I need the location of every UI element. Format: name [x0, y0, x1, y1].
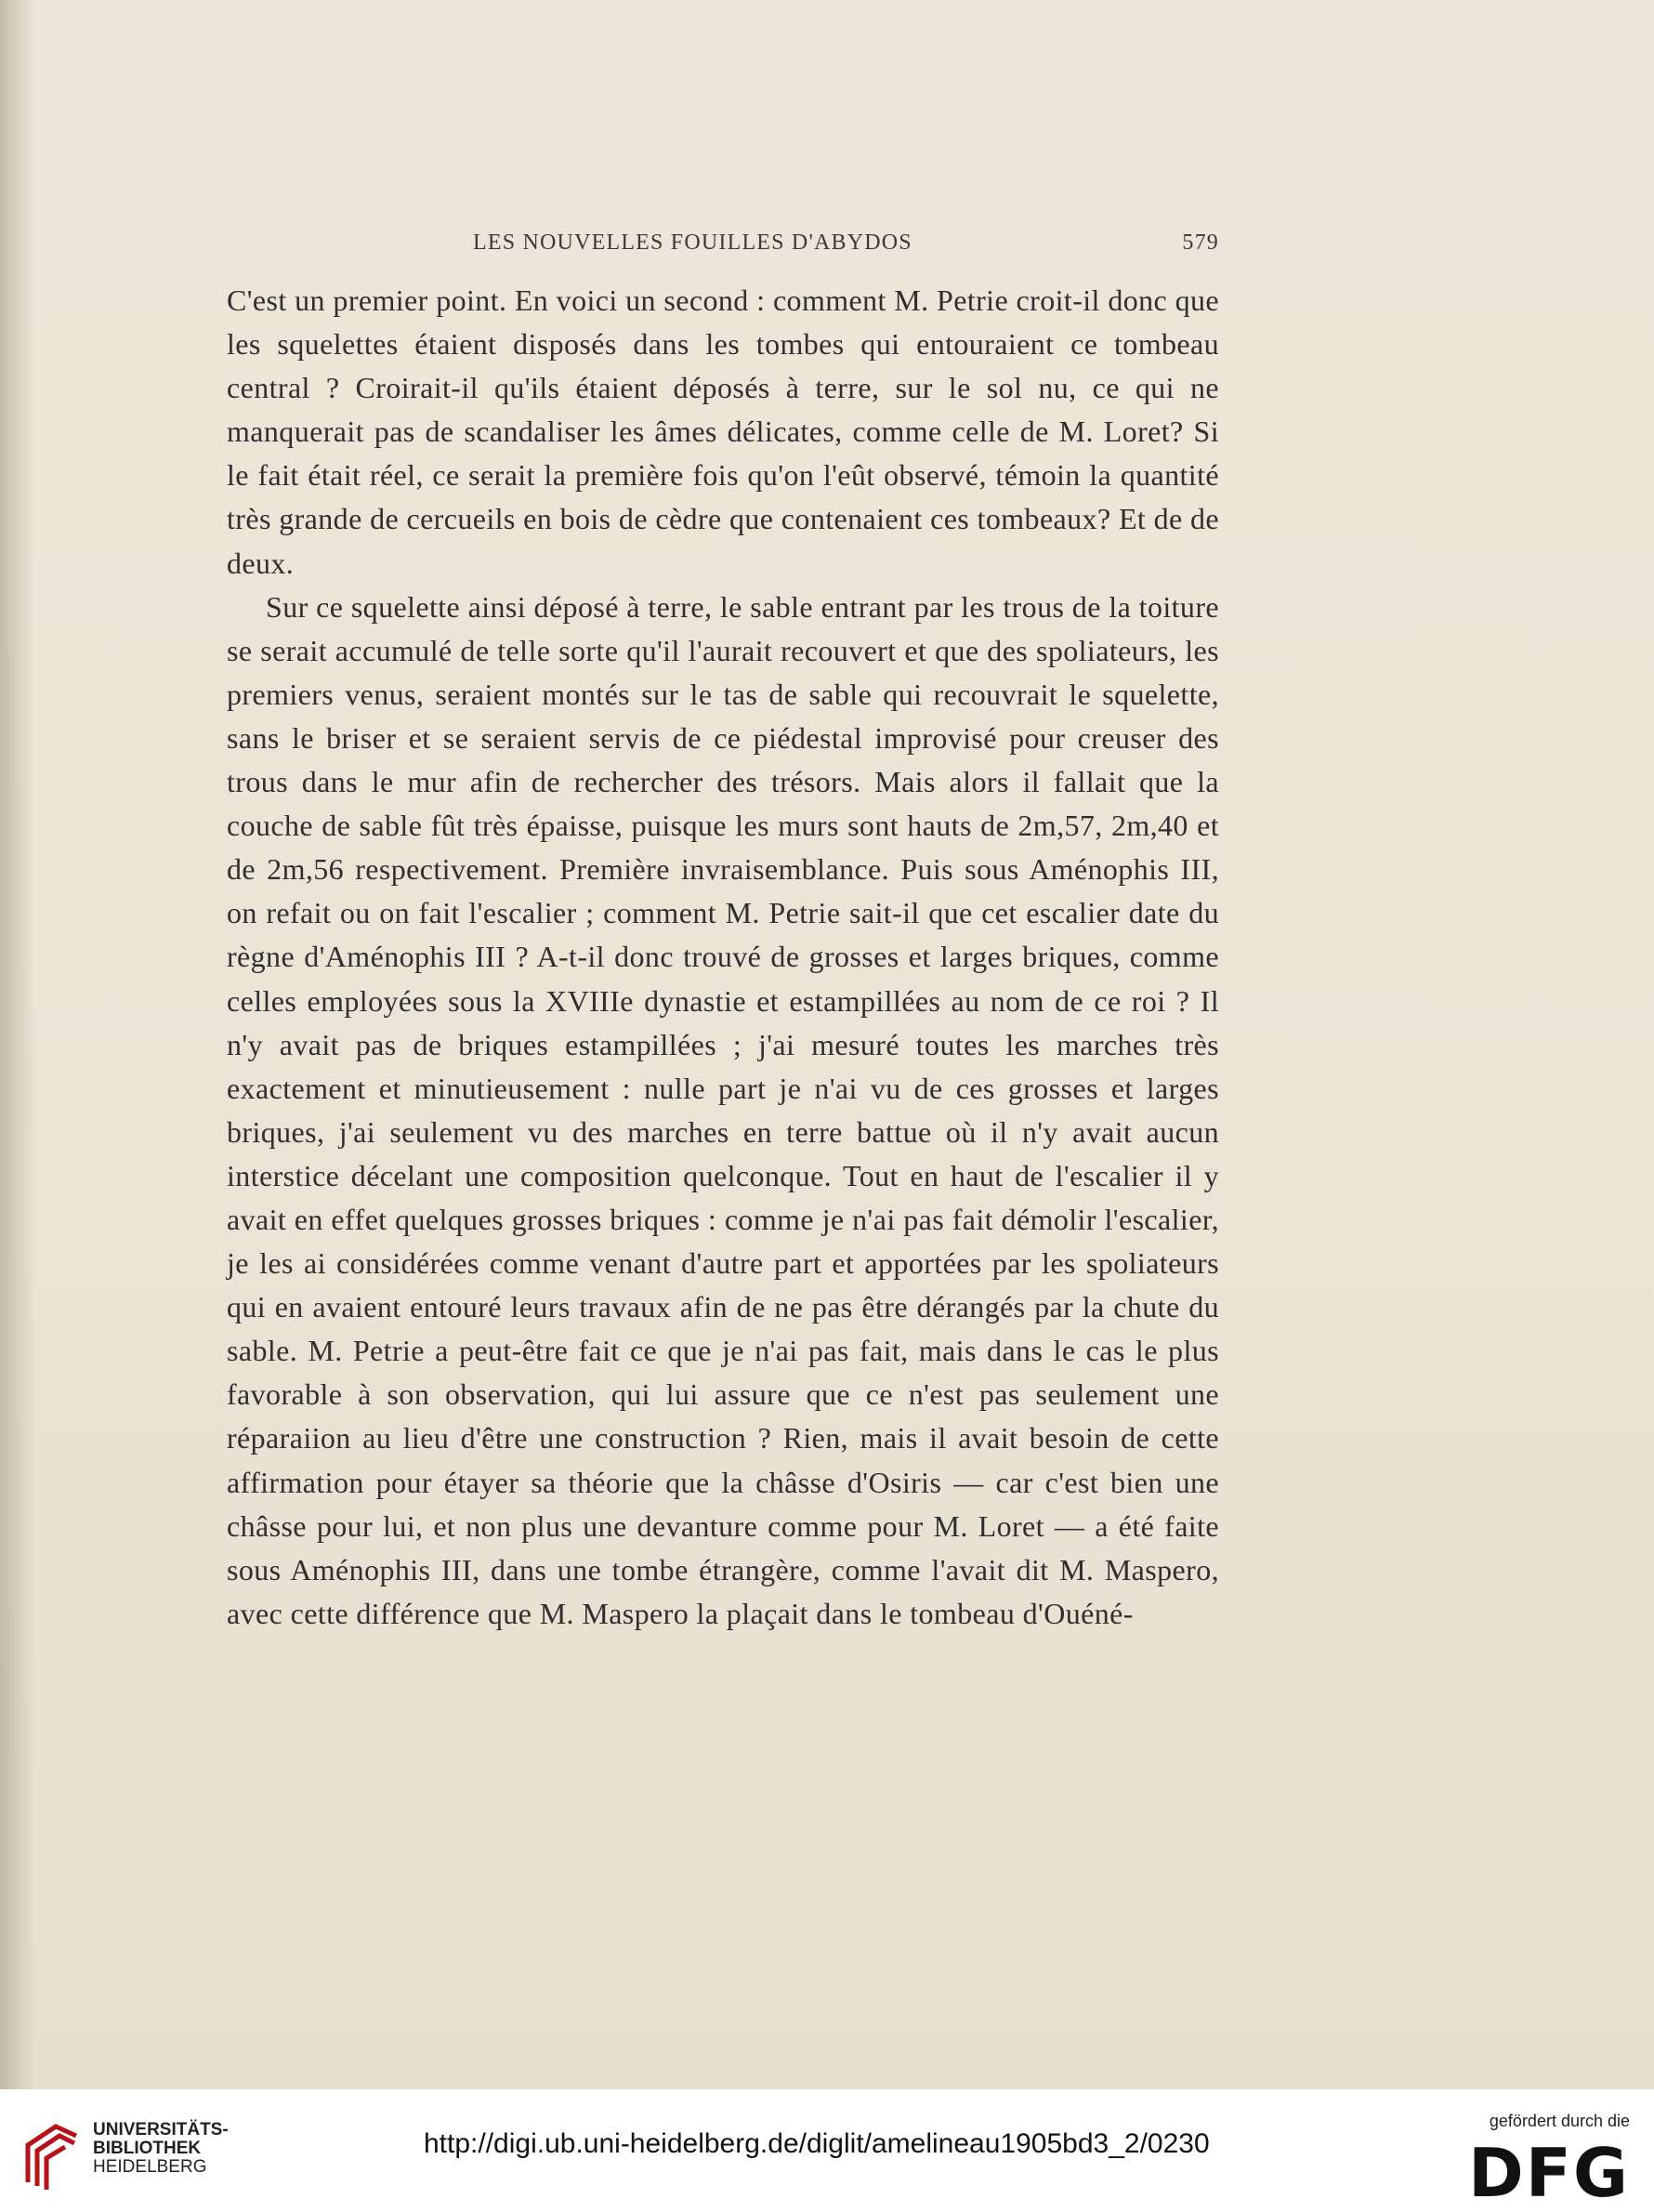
funding-block — [1459, 2112, 1635, 2212]
library-line-3: HEIDELBERG — [93, 2157, 207, 2177]
footer-bar — [0, 2089, 1654, 2210]
page-spine-shadow — [0, 0, 35, 2089]
university-library-logo-icon — [19, 2117, 84, 2192]
page-number: 579 — [1182, 230, 1219, 255]
body-text — [227, 279, 1219, 1636]
paragraph-1: C'est un premier point. En voici un second : comment M. Petrie croit-il donc que les squelettes étaient disposés dans les tombes qui entouraient ce tombeau central ? Croirait-il qu'ils étaient déposés à terre, sur le sol nu, ce qui ne manquerait pas de scandaliser les âmes délicates, comme celle de M. Loret? Si le fait était réel, ce serait la première fois qu'on l'eût observé, témoin la quantité très grande de cercueils en bois de cèdre que contenaient ces tombeaux? Et de de deux. — [227, 283, 1219, 580]
permalink-url[interactable]: http://digi.ub.uni-heidelberg.de/diglit/amelineau1905bd3_2/0230 — [424, 2128, 1210, 2159]
library-line-2: BIBLIOTHEK — [93, 2139, 202, 2158]
funding-caption: gefördert durch die — [1489, 2112, 1630, 2130]
dfg-logo-icon: DFG — [1467, 2134, 1630, 2212]
library-line-1: UNIVERSITÄTS- — [93, 2120, 229, 2140]
paragraph-2: Sur ce squelette ainsi déposé à terre, le sable entrant par les trous de la toiture se serait accumulé de telle sorte qu'il l'aurait recouvert et que des spoliateurs, les premiers venus, seraient montés sur le tas de sable qui recouvrait le squelette, sans le briser et se seraient servis de ce piédestal improvisé pour creuser des trous dans le mur afin de rechercher des trésors. Mais alors il fallait que la couche de sable fût très épaisse, puisque les murs sont hauts de 2m,57, 2m,40 et de 2m,56 respectivement. Première invraisemblance. Puis sous Aménophis III, on refait ou on fait l'escalier ; comment M. Petrie sait-il que cet escalier date du règne d'Aménophis III ? A-t-il donc trouvé de grosses et larges briques, comme celles employées sous la XVIIIe dynastie et estampillées au nom de ce roi ? Il n'y avait pas de briques estampillées ; j'ai mesuré toutes les marches très exactement et minutieusement : nulle part je n'ai vu de ces grosses et larges briques, j'ai seulement vu des marches en terre battue où il n'y avait aucun interstice décelant une composition quelconque. Tout en haut de l'escalier il y avait en effet quelques grosses briques : comme je n'ai pas fait démolir l'escalier, je les ai considérées comme venant d'autre part et apportées par les spoliateurs qui en avaient entouré leurs travaux afin de ne pas être dérangés par la chute du sable. M. Petrie a peut-être fait ce que je n'ai pas fait, mais dans le cas le plus favorable à son observation, qui lui assure que ce n'est pas seulement une réparaiion au lieu d'être une construction ? Rien, mais il avait besoin de cette affirmation pour étayer sa théorie que la châsse d'Osiris — car c'est bien une châsse pour lui, et non plus une devanture comme pour M. Loret — a été faite sous Aménophis III, dans une tombe étrangère, comme l'avait dit M. Maspero, avec cette différence que M. Maspero la plaçait dans le tombeau d'Ouéné- — [227, 589, 1219, 1630]
university-library-name — [93, 2121, 229, 2177]
running-head — [227, 230, 1219, 264]
running-title: LES NOUVELLES FOUILLES D'ABYDOS — [473, 230, 912, 255]
